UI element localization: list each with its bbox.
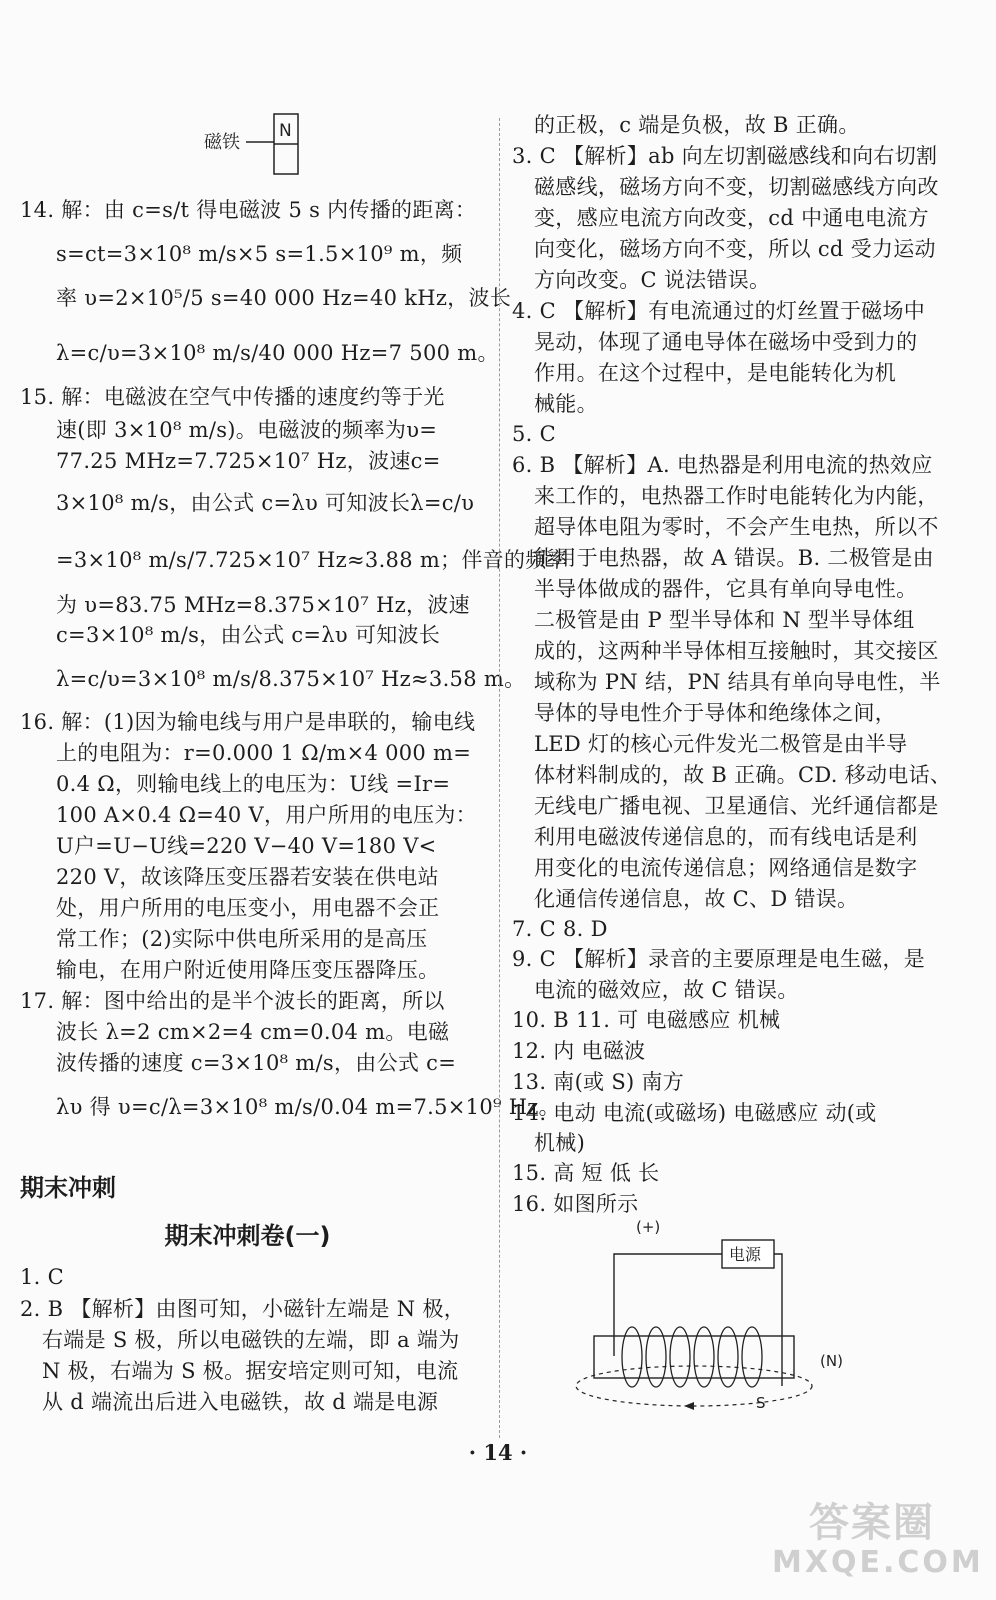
q15-line-8: λ=c/υ=3×10⁸ m/s/8.375×10⁷ Hz≈3.58 m。 [56, 667, 526, 691]
a6-line-13: 利用电磁波传递信息的，而有线电话是利 [534, 825, 918, 849]
watermark-line-2: MXQE.COM [772, 1545, 984, 1580]
q15-line-6: 为 υ=83.75 MHz=8.375×10⁷ Hz，波速 [56, 593, 470, 617]
field-line [576, 1366, 812, 1406]
answers-10-11: 10. B 11. 可 电磁感应 机械 [512, 1008, 781, 1032]
q16-line-2: 上的电阻为：r=0.000 1 Ω/m×4 000 m= [56, 741, 472, 765]
watermark-logo [772, 1500, 984, 1582]
q15-line-5: =3×10⁸ m/s/7.725×10⁷ Hz≈3.88 m；伴音的频率 [56, 548, 568, 572]
pole-label: (N) [820, 1352, 843, 1370]
q15-line-4: 3×10⁸ m/s，由公式 c=λυ 可知波长λ=c/υ [56, 491, 475, 515]
a6-line-1: 6. B 【解析】A. 电热器是利用电流的热效应 [512, 453, 933, 477]
answer-15: 15. 高 短 低 长 [512, 1161, 660, 1185]
q16-line-8: 常工作；(2)实际中供电所采用的是高压 [56, 927, 428, 951]
q16-line-4: 100 A×0.4 Ω=40 V，用户所用的电压为： [56, 803, 477, 827]
wire-left [614, 1254, 722, 1356]
answer-13: 13. 南(或 S) 南方 [512, 1070, 685, 1094]
a3-line-1: 3. C 【解析】ab 向左切割磁感线和向右切割 [512, 144, 938, 168]
q17-line-4: λυ 得 υ=c/λ=3×10⁸ m/s/0.04 m=7.5×10⁹ Hz。 [56, 1095, 560, 1119]
section-title: 期末冲刺 [20, 1174, 116, 1202]
a4-line-2: 晃动，体现了通电导体在磁场中受到力的 [534, 330, 918, 354]
answer-5: 5. C [512, 422, 556, 446]
page-number: · 14 · [468, 1440, 528, 1465]
a2-line-4: 从 d 端流出后进入电磁铁，故 d 端是电源 [42, 1390, 439, 1414]
q14-line-1: 14. 解：由 c=s/t 得电磁波 5 s 内传播的距离： [20, 198, 477, 222]
a3-line-5: 方向改变。C 说法错误。 [534, 268, 771, 292]
field-arrow [684, 1402, 694, 1410]
a4-line-1: 4. C 【解析】有电流通过的灯丝置于磁场中 [512, 299, 926, 323]
q16-line-1: 16. 解：(1)因为输电线与用户是串联的，输电线 [20, 710, 476, 734]
q17-line-3: 波传播的速度 c=3×10⁸ m/s，由公式 c= [56, 1051, 457, 1075]
a6-line-10: LED 灯的核心元件发光二极管是由半导 [534, 732, 908, 756]
a6-line-6: 二极管是由 P 型半导体和 N 型半导体组 [534, 608, 915, 632]
answer-12: 12. 内 电磁波 [512, 1039, 646, 1063]
magnet-figure [200, 108, 330, 178]
a6-line-14: 用变化的电流传递信息；网络通信是数字 [534, 856, 918, 880]
a6-line-12: 无线电广播电视、卫星通信、光纤通信都是 [534, 794, 939, 818]
q16-line-5: U户=U−U线=220 V−40 V=180 V< [56, 834, 437, 858]
q16-line-9: 输电，在用户附近使用降压变压器降压。 [56, 958, 440, 982]
magnet-label: 磁铁 [204, 132, 240, 153]
a6-line-5: 半导体做成的器件，它具有单向导电性。 [534, 577, 918, 601]
q14-line-2: s=ct=3×10⁸ m/s×5 s=1.5×10⁹ m，频 [56, 242, 463, 266]
switch-label: S [756, 1394, 766, 1412]
answers-7-8: 7. C 8. D [512, 917, 608, 941]
solenoid-diagram [572, 1218, 952, 1418]
wire-right [774, 1254, 782, 1386]
a2-line-3: N 极，右端为 S 极。据安培定则可知，电流 [42, 1359, 459, 1383]
a6-line-7: 成的，这两种半导体相互接触时，其交接区 [534, 639, 939, 663]
exam-subtitle: 期末冲刺卷(一) [164, 1222, 331, 1250]
magnet-diagram [200, 108, 330, 178]
a6-line-15: 化通信传递信息，故 C、D 错误。 [534, 887, 859, 911]
a6-line-11: 体材料制成的，故 B 正确。CD. 移动电话、 [534, 763, 952, 787]
answer-1: 1. C [20, 1265, 64, 1289]
a4-line-4: 械能。 [534, 392, 598, 416]
a3-line-3: 变，感应电流方向改变，cd 中通电电流方 [534, 206, 929, 230]
watermark-line-1: 答案圈 [809, 1500, 935, 1546]
a6-line-4: 能用于电热器，故 A 错误。B. 二极管是由 [534, 546, 934, 570]
a3-line-2: 磁感线，磁场方向不变，切割磁感线方向改 [534, 175, 939, 199]
a9-line-1: 9. C 【解析】录音的主要原理是电生磁，是 [512, 947, 926, 971]
a9-line-2: 电流的磁效应，故 C 错误。 [534, 978, 799, 1002]
solenoid-figure [572, 1218, 952, 1418]
q17-line-2: 波长 λ=2 cm×2=4 cm=0.04 m。电磁 [56, 1020, 450, 1044]
a4-line-3: 作用。在这个过程中，是电能转化为机 [534, 361, 897, 385]
magnet-pole-label: N [279, 121, 292, 141]
a6-line-9: 导体的导电性介于导体和绝缘体之间， [534, 701, 897, 725]
q14-line-3: 率 υ=2×10⁵/5 s=40 000 Hz=40 kHz，波长 [56, 286, 512, 310]
q16-line-6: 220 V，故该降压变压器若安装在供电站 [56, 865, 439, 889]
a14-line-2: 机械) [534, 1131, 586, 1155]
a2-line-2: 右端是 S 极，所以电磁铁的左端，即 a 端为 [42, 1328, 460, 1352]
a6-line-2: 来工作的，电热器工作时电能转化为内能， [534, 484, 939, 508]
q14-line-4: λ=c/υ=3×10⁸ m/s/40 000 Hz=7 500 m。 [56, 341, 499, 365]
a6-line-8: 域称为 PN 结，PN 结具有单向导电性，半 [534, 670, 941, 694]
a3-line-4: 向变化，磁场方向不变，所以 cd 受力运动 [534, 237, 936, 261]
a14-line-1: 14. 电动 电流(或磁场) 电磁感应 动(或 [512, 1101, 877, 1125]
q15-line-7: c=3×10⁸ m/s，由公式 c=λυ 可知波长 [56, 623, 441, 647]
q15-line-1: 15. 解：电磁波在空气中传播的速度约等于光 [20, 385, 445, 409]
a6-line-3: 超导体电阻为零时，不会产生电热，所以不 [534, 515, 939, 539]
plus-label: (+) [636, 1218, 661, 1236]
answer-16: 16. 如图所示 [512, 1192, 639, 1216]
q16-line-3: 0.4 Ω，则输电线上的电压为：U线 =Ir= [56, 772, 451, 796]
a2-line-1: 2. B 【解析】由图可知，小磁针左端是 N 极， [20, 1297, 466, 1321]
q16-line-7: 处，用户所用的电压变小，用电器不会正 [56, 896, 440, 920]
a2-continued: 的正极，c 端是负极，故 B 正确。 [534, 113, 860, 137]
power-label: 电源 [729, 1245, 762, 1264]
q15-line-2: 速(即 3×10⁸ m/s)。电磁波的频率为υ= [56, 418, 438, 442]
column-divider [499, 118, 500, 1438]
q15-line-3: 77.25 MHz=7.725×10⁷ Hz，波速c= [56, 449, 441, 473]
q17-line-1: 17. 解：图中给出的是半个波长的距离，所以 [20, 989, 445, 1013]
